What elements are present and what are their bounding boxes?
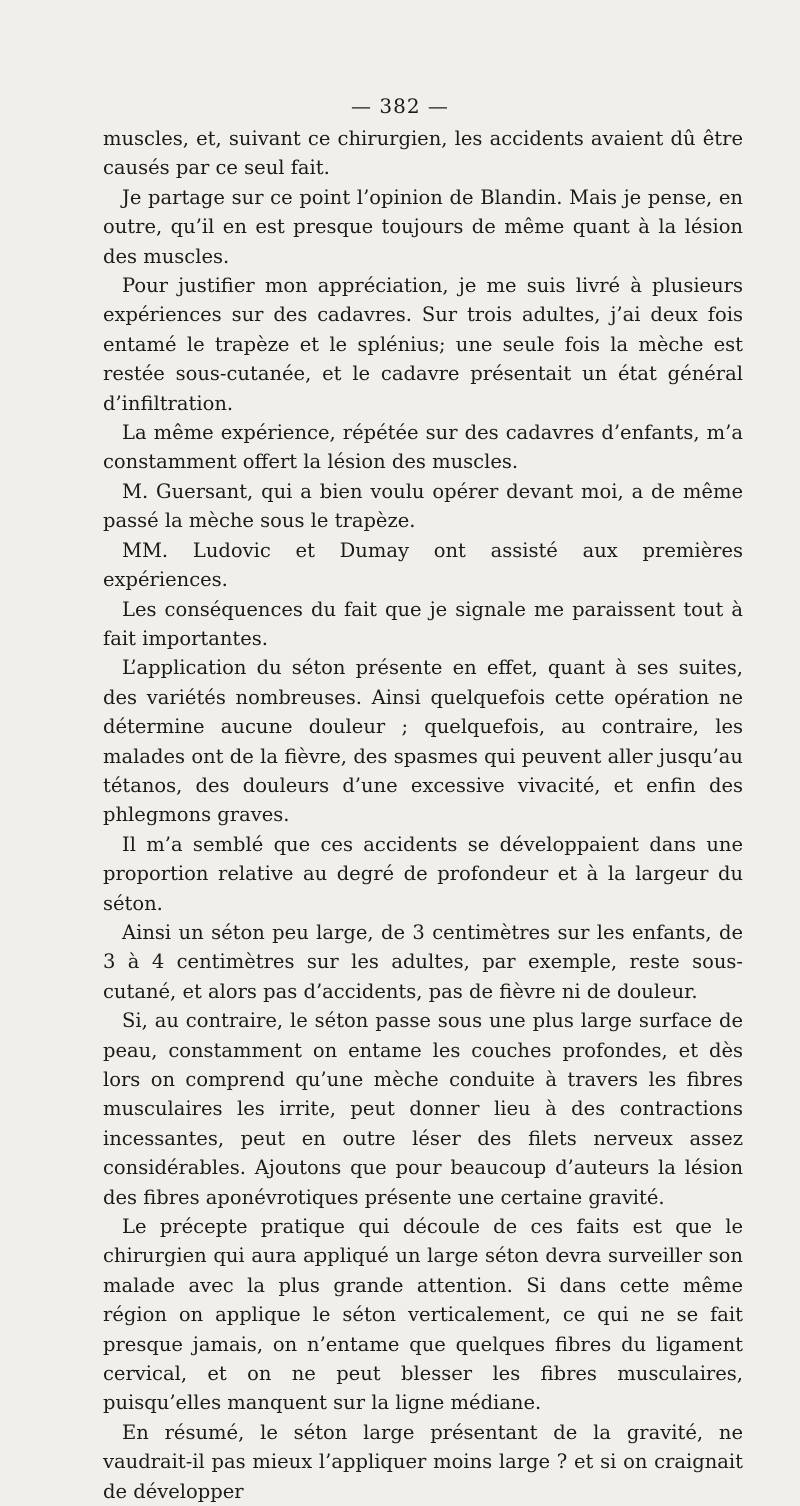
paragraph: En résumé, le séton large présentant de la gravité, ne vaudrait-il pas mieux l’appliquer moins large ? et si on craignait de développer bbox=[103, 1420, 743, 1503]
paragraph: Les conséquences du fait que je signale me paraissent tout à fait importantes. bbox=[103, 597, 743, 650]
paragraph: M. Guersant, qui a bien voulu opérer devant moi, a de même passé la mèche sous le trapèze. bbox=[103, 479, 743, 533]
paragraph: Ainsi un séton peu large, de 3 centimètres sur les enfants, de 3 à 4 centimètres sur les adultes, par exemple, reste sous-cutané, et alors pas d’accidents, pas de fièvre ni de douleur. bbox=[103, 920, 743, 1003]
body-text bbox=[103, 124, 743, 1506]
paragraph: L’application du séton présente en effet, quant à ses suites, des variétés nombreuses. Ainsi quelquefois cette opération ne détermine aucune douleur ; quelquefois, au contraire, les malades ont de la fièvre, des spasmes qui peuvent aller jusqu’au tétanos, des douleurs d’une excessive vivacité, et enfin des phlegmons graves. bbox=[103, 656, 743, 827]
page-number: — 382 — bbox=[351, 94, 449, 118]
paragraph: muscles, et, suivant ce chirurgien, les accidents avaient dû être causés par ce seul fait. bbox=[103, 127, 743, 180]
paragraph: Il m’a semblé que ces accidents se développaient dans une proportion relative au degré de profondeur et à la largeur du séton. bbox=[103, 832, 743, 915]
paragraph: Le précepte pratique qui découle de ces faits est que le chirurgien qui aura appliqué un large séton devra surveiller son malade avec la plus grande attention. Si dans cette même région on applique le séton verticalement, ce qui ne se fait presque jamais, on n’entame que quelques fibres du ligament cervical, et on ne peut blesser les fibres musculaires, puisqu’elles manquent sur la ligne médiane. bbox=[103, 1215, 743, 1415]
paragraph: MM. Ludovic et Dumay ont assisté aux premières expériences. bbox=[103, 538, 743, 592]
paragraph: La même expérience, répétée sur des cadavres d’enfants, m’a constamment offert la lésion des muscles. bbox=[103, 421, 743, 474]
paragraph: Pour justifier mon appréciation, je me suis livré à plusieurs expériences sur des cadavres. Sur trois adultes, j’ai deux fois entamé le trapèze et le splénius; une seule fois la mèche est restée sous-cutanée, et le cadavre présentait un état général d’infiltration. bbox=[103, 274, 743, 415]
paragraph: Si, au contraire, le séton passe sous une plus large surface de peau, constamment on entame les couches profondes, et dès lors on comprend qu’une mèche conduite à travers les fibres musculaires les irrite, peut donner lieu à des contractions incessantes, peut en outre léser des filets nerveux assez considérables. Ajoutons que pour beaucoup d’auteurs la lésion des fibres aponévrotiques présente une certaine gravité. bbox=[103, 1009, 743, 1209]
paragraph: Je partage sur ce point l’opinion de Blandin. Mais je pense, en outre, qu’il en est presque toujours de même quant à la lésion des muscles. bbox=[103, 185, 743, 268]
